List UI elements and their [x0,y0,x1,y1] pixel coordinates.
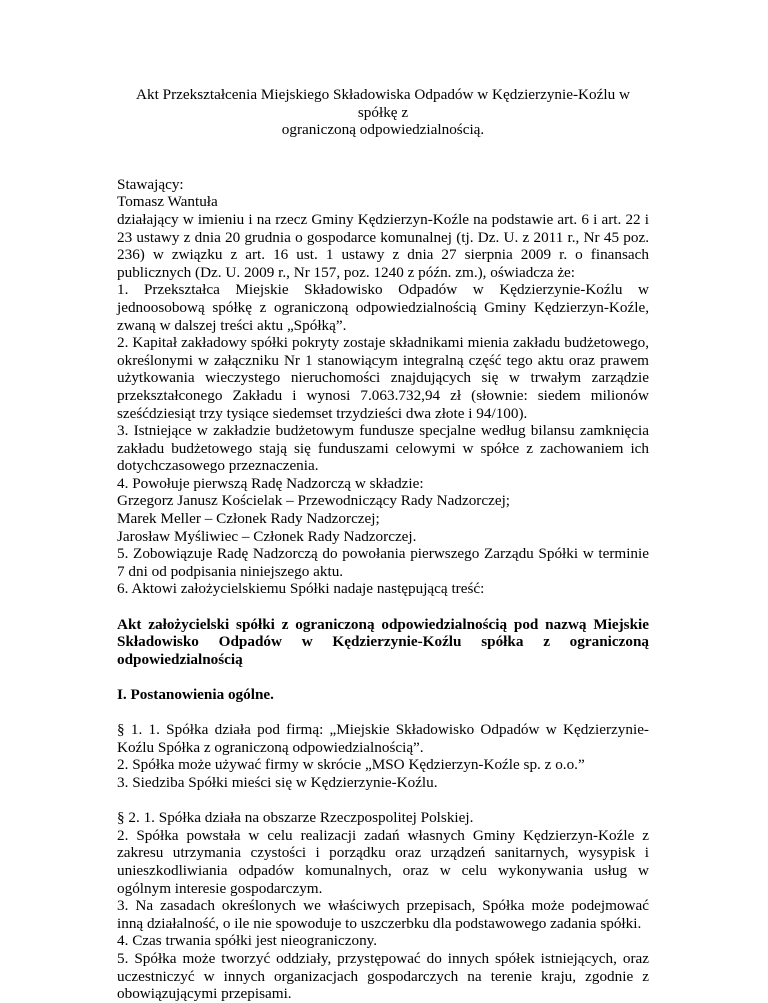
section-2-item-3: 3. Na zasadach określonych we właściwych przepisach, Spółka może podejmować inną działalność, o ile nie spowoduje to uszczerbku dla podstawowego zadania spółki. [117,897,649,932]
act-heading: Akt założycielski spółki z ograniczoną odpowiedzialnością pod nazwą Miejskie Składowisko Odpadów w Kędzierzynie-Koźlu spółka z ograniczoną odpowiedzialnością [117,615,649,668]
stawajacy-label: Stawający: [117,175,184,193]
paragraph-3: 3. Istniejące w zakładzie budżetowym fundusze specjalne według bilansu zamknięcia zakładu budżetowego stają się funduszami celowymi w spółce z zachowaniem ich dotychczasowego przeznaczenia. [117,422,649,475]
board-member-3: Jarosław Myśliwiec – Członek Rady Nadzorczej. [117,527,417,545]
document-title [117,86,649,139]
paragraph-1: 1. Przekształca Miejskie Składowisko Odpadów w Kędzierzynie-Koźlu w jednoosobową spółkę z ograniczoną odpowiedzialnością Gminy Kędzierzyn-Koźle, zwaną w dalszej treści aktu „Spółką”. [117,281,649,334]
title-line-1: Akt Przekształcenia Miejskiego Składowiska Odpadów w Kędzierzynie-Koźlu w spółkę z [136,86,630,121]
section-2-item-4: 4. Czas trwania spółki jest nieograniczony. [117,932,378,950]
section-2-item-2: 2. Spółka powstała w celu realizacji zadań własnych Gminy Kędzierzyn-Koźle z zakresu utrzymania czystości i porządku oraz urządzeń sanitarnych, wysypisk i unieszkodliwiania odpadów komunalnych, oraz w celu wykonywania usług w ogólnym interesie gospodarczym. [117,826,649,897]
paragraph-4: 4. Powołuje pierwszą Radę Nadzorczą w składzie: [117,474,424,492]
section-heading: I. Postanowienia ogólne. [117,686,274,703]
paragraph-5: 5. Zobowiązuje Radę Nadzorczą do powołania pierwszego Zarządu Spółki w terminie 7 dni od podpisania niniejszego aktu. [117,545,649,580]
paragraph-2: 2. Kapitał zakładowy spółki pokryty zostaje składnikami mienia zakładu budżetowego, określonymi w załączniku Nr 1 stanowiącym integralną część tego aktu oraz prawem użytkowania wieczystego nieruchomości znajdujących się w trwałym zarządzie przekształconego Zakładu i wynosi 7.063.732,94 zł (słownie: siedem milionów sześćdziesiąt trzy tysiące siedemset trzydzieści dwa złote i 94/100). [117,334,649,422]
board-member-1: Grzegorz Janusz Kościelak – Przewodniczący Rady Nadzorczej; [117,492,511,510]
document-page [117,86,649,1003]
section-1-item-3: 3. Siedziba Spółki mieści się w Kędzierzynie-Koźlu. [117,773,438,791]
section-1-item-2: 2. Spółka może używać firmy w skrócie „MSO Kędzierzyn-Koźle sp. z o.o.” [117,756,585,774]
section-2-item-1: § 2. 1. Spółka działa na obszarze Rzeczpospolitej Polskiej. [117,809,474,827]
stawajacy-name: Tomasz Wantuła [117,193,218,211]
section-2-item-5: 5. Spółka może tworzyć oddziały, przystępować do innych spółek istniejących, oraz uczestniczyć w innych organizacjach gospodarczych na terenie kraju, zgodnie z obowiązującymi przepisami. [117,949,649,1003]
board-member-2: Marek Meller – Członek Rady Nadzorczej; [117,510,380,528]
intro-paragraph: działający w imieniu i na rzecz Gminy Kędzierzyn-Koźle na podstawie art. 6 i art. 22 i 23 ustawy z dnia 20 grudnia o gospodarce komunalnej (tj. Dz. U. z 2011 r., Nr 45 poz. 236) w związku z art. 16 ust. 1 ustawy z dnia 27 sierpnia 2009 r. o finansach publicznych (Dz. U. 2009 r., Nr 157, poz. 1240 z późn. zm.), oświadcza że: [117,210,649,281]
title-line-2: ograniczoną odpowiedzialnością. [281,121,485,139]
section-1-item-1: § 1. 1. Spółka działa pod firmą: „Miejskie Składowisko Odpadów w Kędzierzynie-Koźlu Spółka z ograniczoną odpowiedzialnością”. [117,721,649,756]
paragraph-6: 6. Aktowi założycielskiemu Spółki nadaje następującą treść: [117,580,485,598]
